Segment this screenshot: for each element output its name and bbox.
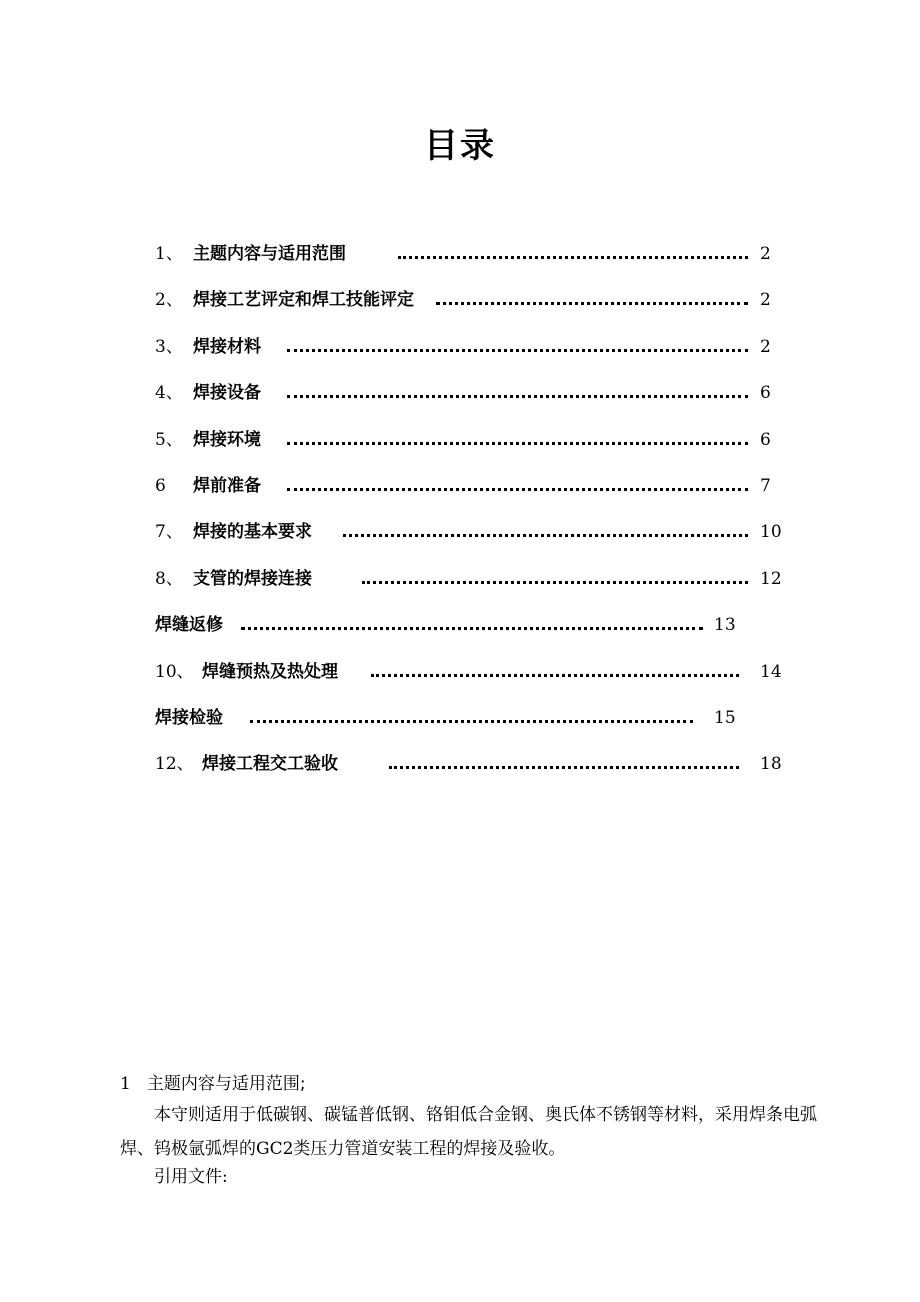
toc-label: 焊接工程交工验收 <box>202 754 338 774</box>
toc-leader-dots <box>398 256 748 259</box>
toc-label: 焊前准备 <box>193 476 261 496</box>
toc-entry[interactable] <box>0 660 920 684</box>
toc-page-number: 2 <box>760 337 771 357</box>
toc-entry[interactable] <box>0 474 920 498</box>
toc-leader-dots <box>287 395 748 398</box>
toc-number: 7、 <box>155 522 183 542</box>
toc-label: 焊缝返修 <box>155 615 223 635</box>
toc-number: 5、 <box>155 430 183 450</box>
toc-number: 4、 <box>155 383 183 403</box>
toc-page-number: 7 <box>760 476 771 496</box>
toc-entry[interactable] <box>0 706 920 730</box>
toc-entry[interactable] <box>0 242 920 266</box>
toc-number: 10、 <box>155 662 194 682</box>
toc-entry[interactable] <box>0 288 920 312</box>
toc-leader-dots <box>343 534 748 537</box>
toc-entry[interactable] <box>0 381 920 405</box>
toc-label: 焊缝预热及热处理 <box>202 662 338 682</box>
toc-entry[interactable] <box>0 752 920 776</box>
cited-documents-label: 引用文件: <box>154 1167 228 1187</box>
toc-leader-dots <box>389 766 739 769</box>
toc-label: 焊接环境 <box>193 430 261 450</box>
page-title: 目录 <box>424 126 496 166</box>
toc-page-number: 13 <box>714 615 736 635</box>
toc-entry[interactable] <box>0 335 920 359</box>
toc-leader-dots <box>287 488 748 491</box>
toc-number: 8、 <box>155 569 183 589</box>
toc-entry[interactable] <box>0 520 920 544</box>
toc-entry[interactable] <box>0 567 920 591</box>
toc-page-number: 2 <box>760 244 771 264</box>
scope-paragraph: 本守则适用于低碳钢、碳锰普低钢、铬钼低合金钢、奥氏体不锈钢等材料，采用焊条电弧焊、钨极氩弧焊的GC2类压力管道安装工程的焊接及验收。 <box>120 1105 817 1159</box>
toc-number: 6 <box>155 476 166 496</box>
toc-label: 焊接的基本要求 <box>193 522 312 542</box>
toc-label: 支管的焊接连接 <box>193 569 312 589</box>
toc-leader-dots <box>287 442 748 445</box>
toc-entry[interactable] <box>0 428 920 452</box>
toc-leader-dots <box>362 581 748 584</box>
toc-label: 主题内容与适用范围 <box>193 244 346 264</box>
toc-number: 1、 <box>155 244 183 264</box>
toc-leader-dots <box>241 627 703 630</box>
toc-leader-dots <box>250 720 693 723</box>
section-heading <box>120 1072 306 1096</box>
toc-page-number: 14 <box>760 662 782 682</box>
toc-leader-dots <box>436 302 748 305</box>
toc-label: 焊接工艺评定和焊工技能评定 <box>193 290 414 310</box>
section-heading-text: 主题内容与适用范围; <box>146 1074 306 1094</box>
section-number: 1 <box>120 1074 131 1094</box>
toc-label: 焊接材料 <box>193 337 261 357</box>
toc-leader-dots <box>287 349 748 352</box>
toc-page-number: 10 <box>760 522 782 542</box>
toc-page-number: 18 <box>760 754 782 774</box>
toc-number: 2、 <box>155 290 183 310</box>
toc-label: 焊接设备 <box>193 383 261 403</box>
toc-page-number: 15 <box>714 708 736 728</box>
toc-page-number: 12 <box>760 569 782 589</box>
toc-number: 12、 <box>155 754 194 774</box>
toc-label: 焊接检验 <box>155 708 223 728</box>
toc-page-number: 6 <box>760 430 771 450</box>
toc-entry[interactable] <box>0 613 920 637</box>
toc-number: 3、 <box>155 337 183 357</box>
toc-page-number: 2 <box>760 290 771 310</box>
toc-page-number: 6 <box>760 383 771 403</box>
toc-leader-dots <box>371 674 739 677</box>
